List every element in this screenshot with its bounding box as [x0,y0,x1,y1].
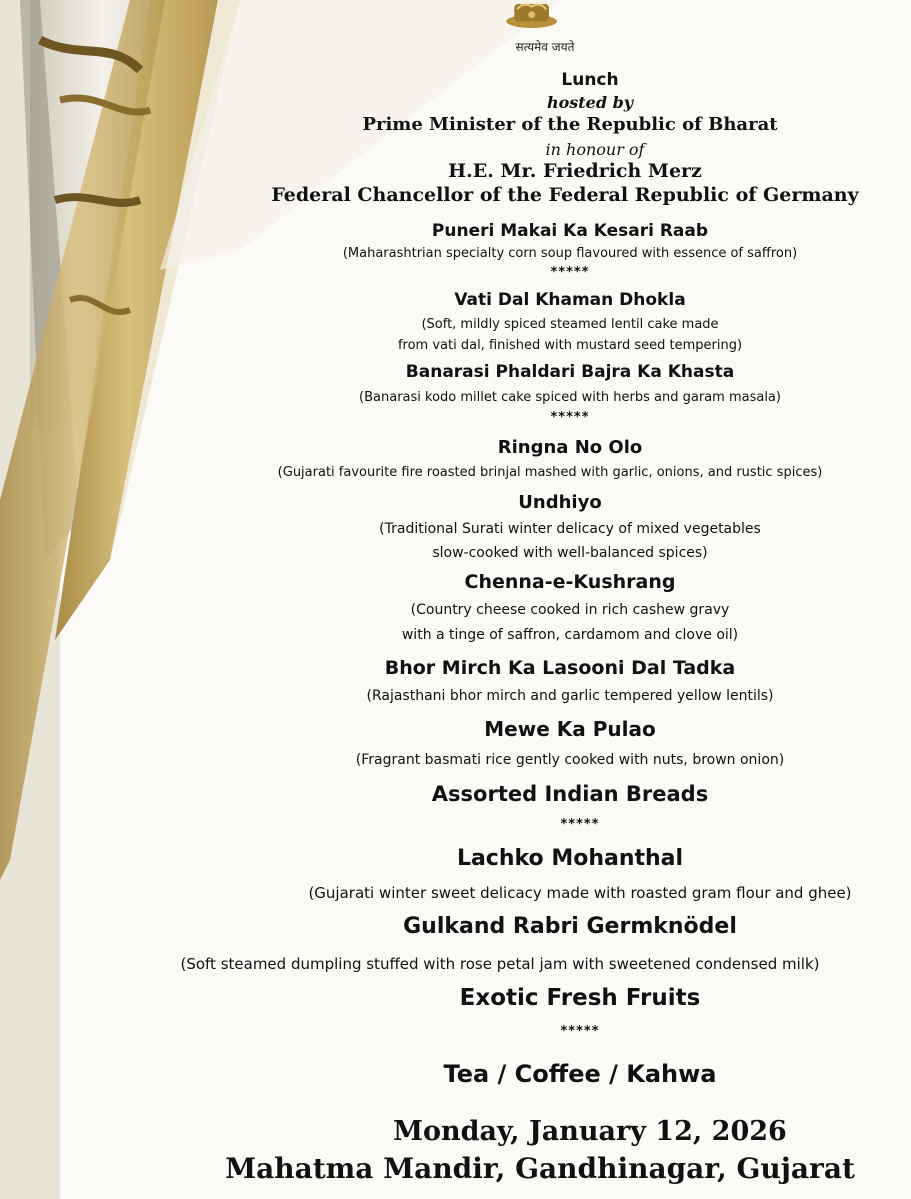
hosted-by-label: hosted by [546,93,634,112]
dish-name: Bhor Mirch Ka Lasooni Dal Tadka [384,657,736,679]
dish-name: Mewe Ka Pulao [484,717,656,741]
dish-description: (Banarasi kodo millet cake spiced with herbs and garam masala) [359,390,781,405]
separator: ***** [550,265,590,280]
dish-description: (Country cheese cooked in rich cashew gravy [410,602,730,618]
event-venue: Mahatma Mandir, Gandhinagar, Gujarat [225,1152,855,1185]
dish-description: with a tinge of saffron, cardamom and clove oil) [401,627,739,643]
separator: ***** [550,410,590,425]
dish-name: Undhiyo [518,492,602,513]
dish-name: Chenna-e-Kushrang [464,571,676,593]
separator: ***** [560,817,600,832]
guest-title: Federal Chancellor of the Federal Republic of Germany [271,184,859,206]
dish-description: (Fragrant basmati rice gently cooked with nuts, brown onion) [355,752,785,768]
dish-description: (Rajasthani bhor mirch and garlic tempered yellow lentils) [366,688,774,704]
dish-name: Ringna No Olo [497,437,643,458]
occasion-title: Lunch [561,70,619,90]
dish-name: Exotic Fresh Fruits [459,985,701,1011]
dish-description: (Soft steamed dumpling stuffed with rose petal jam with sweetened condensed milk) [180,955,820,973]
menu-card [40,0,881,1199]
dish-description: (Maharashtrian specialty corn soup flavoured with essence of saffron) [342,246,798,261]
event-date: Monday, January 12, 2026 [393,1116,787,1147]
dish-name: Banarasi Phaldari Bajra Ka Khasta [405,362,735,382]
dish-description: (Gujarati favourite fire roasted brinjal mashed with garlic, onions, and rustic spices) [277,465,823,480]
dish-description: slow-cooked with well-balanced spices) [432,545,708,561]
dish-description: (Soft, mildly spiced steamed lentil cake made [421,317,719,332]
dish-name: Puneri Makai Ka Kesari Raab [431,221,709,241]
dish-name: Lachko Mohanthal [456,846,684,871]
guest-name: H.E. Mr. Friedrich Merz [448,160,702,182]
dish-description: (Traditional Surati winter delicacy of mixed vegetables [379,521,761,537]
in-honour-of-label: in honour of [545,140,645,159]
dish-name: Gulkand Rabri Germknödel [403,914,737,939]
dish-name: Vati Dal Khaman Dhokla [454,290,686,310]
host-title: Prime Minister of the Republic of Bharat [362,114,778,135]
beverages: Tea / Coffee / Kahwa [443,1060,717,1088]
dish-description: (Gujarati winter sweet delicacy made with roasted gram flour and ghee) [308,884,852,902]
dish-description: from vati dal, finished with mustard seed tempering) [397,338,743,353]
separator: ***** [560,1024,600,1039]
dish-name: Assorted Indian Breads [431,782,709,806]
emblem-motto: सत्यमेव जयते [515,40,575,54]
